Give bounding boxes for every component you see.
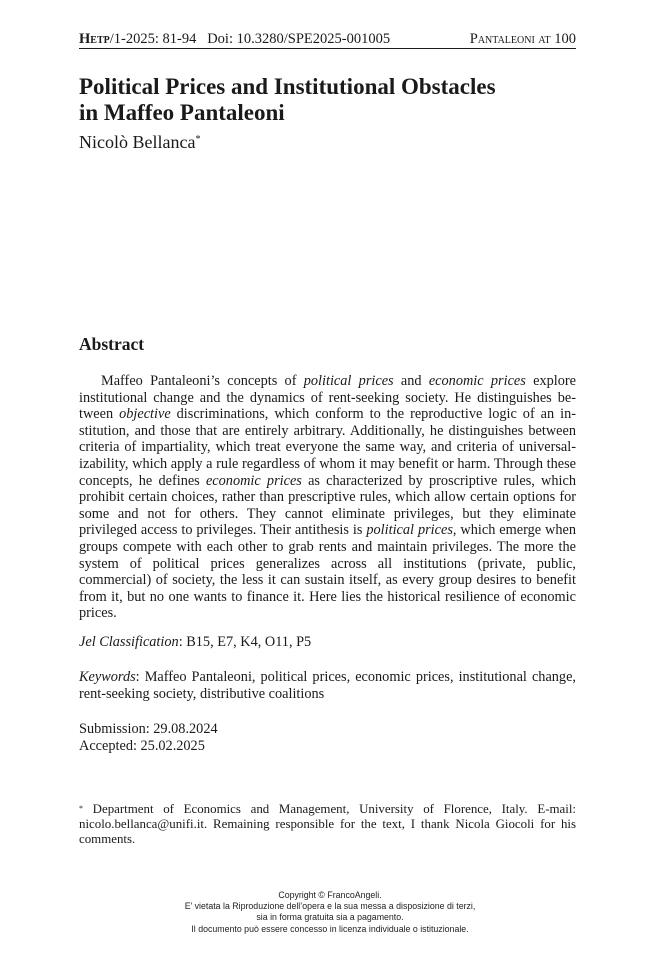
jel-codes: : B15, E7, K4, O11, P5	[178, 634, 312, 650]
footnote-text: Department of Economics and Management, University of Florence, Italy. E-mail: nicolo.bellanca@unifi.it. Remaining responsible for the text, I thank Nicola Giocoli for his comments.	[79, 802, 576, 846]
abstract-italic: economic prices	[428, 373, 526, 389]
abstract-heading: Abstract	[79, 334, 145, 354]
title-line-1: Political Prices and Institutional Obstacles	[79, 74, 496, 99]
author-footnote	[79, 802, 576, 847]
abstract-run: discriminations, which conform to the reproductive logic of an institution, and those that are entirely arbitrary. Additionally, he distinguishes between criteria of impartiality, which treat everyone the same way, and criteria of universalizability, which apply a rule regardless of whom it may benefit or harm. Through these concepts, he defines	[79, 406, 576, 489]
running-head-citation	[79, 30, 390, 48]
submission-dates	[79, 721, 576, 754]
title-line-2: in Maffeo Pantaleoni	[79, 100, 285, 125]
copyright-line-1: Copyright © FrancoAngeli.	[278, 890, 382, 900]
author	[79, 131, 200, 153]
keywords-list: : Maffeo Pantaleoni, political prices, economic prices, institutional change, rent-seeking society, distributive coalitions	[79, 669, 576, 702]
jel-classification	[79, 634, 576, 651]
abstract-italic: political prices	[303, 373, 394, 389]
abstract-text	[79, 373, 576, 622]
abstract-run: and	[393, 373, 429, 389]
abstract-italic: political prices	[366, 522, 453, 539]
journal-name: Hetp	[79, 31, 110, 47]
accepted-date: Accepted: 25.02.2025	[79, 737, 205, 754]
submission-date: Submission: 29.08.2024	[79, 721, 218, 737]
copyright-line-2: E’ vietata la Riproduzione dell’opera e la sua messa a disposizione di terzi,	[184, 901, 476, 912]
abstract-run: Maffeo Pantaleoni’s concepts of	[101, 373, 304, 389]
abstract-run: , which emerge when groups compete with each other to grab rents and maintain privileges. The more the system of political prices generalizes across all institutions (private, public, commercial) of society, the less it can sustain itself, as every group desires to benefit from it, but no one wants to finance it. Here lies the historical resilience of economic prices.	[79, 522, 576, 622]
doi: Doi: 10.3280/SPE2025-001005	[207, 31, 391, 47]
abstract-run: as characterized by proscriptive rules, which prohibit certain choices, rather than prescriptive rules, which allow certain options for some and not for others. They cannot eliminate privileges, but they eliminate privileged access to privileges. Their antithesis is	[79, 472, 576, 539]
running-head	[79, 30, 576, 48]
abstract-italic: economic prices	[205, 472, 302, 489]
author-footnote-mark: *	[195, 134, 201, 145]
section-name: Pantaleoni at 100	[469, 31, 576, 47]
header-rule	[79, 48, 576, 49]
article-title	[79, 74, 579, 126]
copyright-notice	[145, 890, 515, 935]
keywords	[79, 669, 576, 702]
jel-label: Jel Classification	[79, 634, 179, 650]
author-name: Nicolò Bellanca	[79, 132, 196, 152]
issue-pages: /1-2025: 81-94	[109, 31, 197, 47]
copyright-line-3: sia in forma gratuita sia a pagamento.	[256, 912, 404, 923]
copyright-line-4: Il documento può essere concesso in licenza individuale o istituzionale.	[191, 923, 469, 934]
keywords-label: Keywords	[79, 669, 136, 685]
footnote-mark: *	[79, 804, 83, 813]
abstract-run: explore institutional change and the dynamics of rent-seeking society. He distinguishes between	[79, 373, 576, 423]
abstract-italic: objective	[119, 406, 171, 423]
